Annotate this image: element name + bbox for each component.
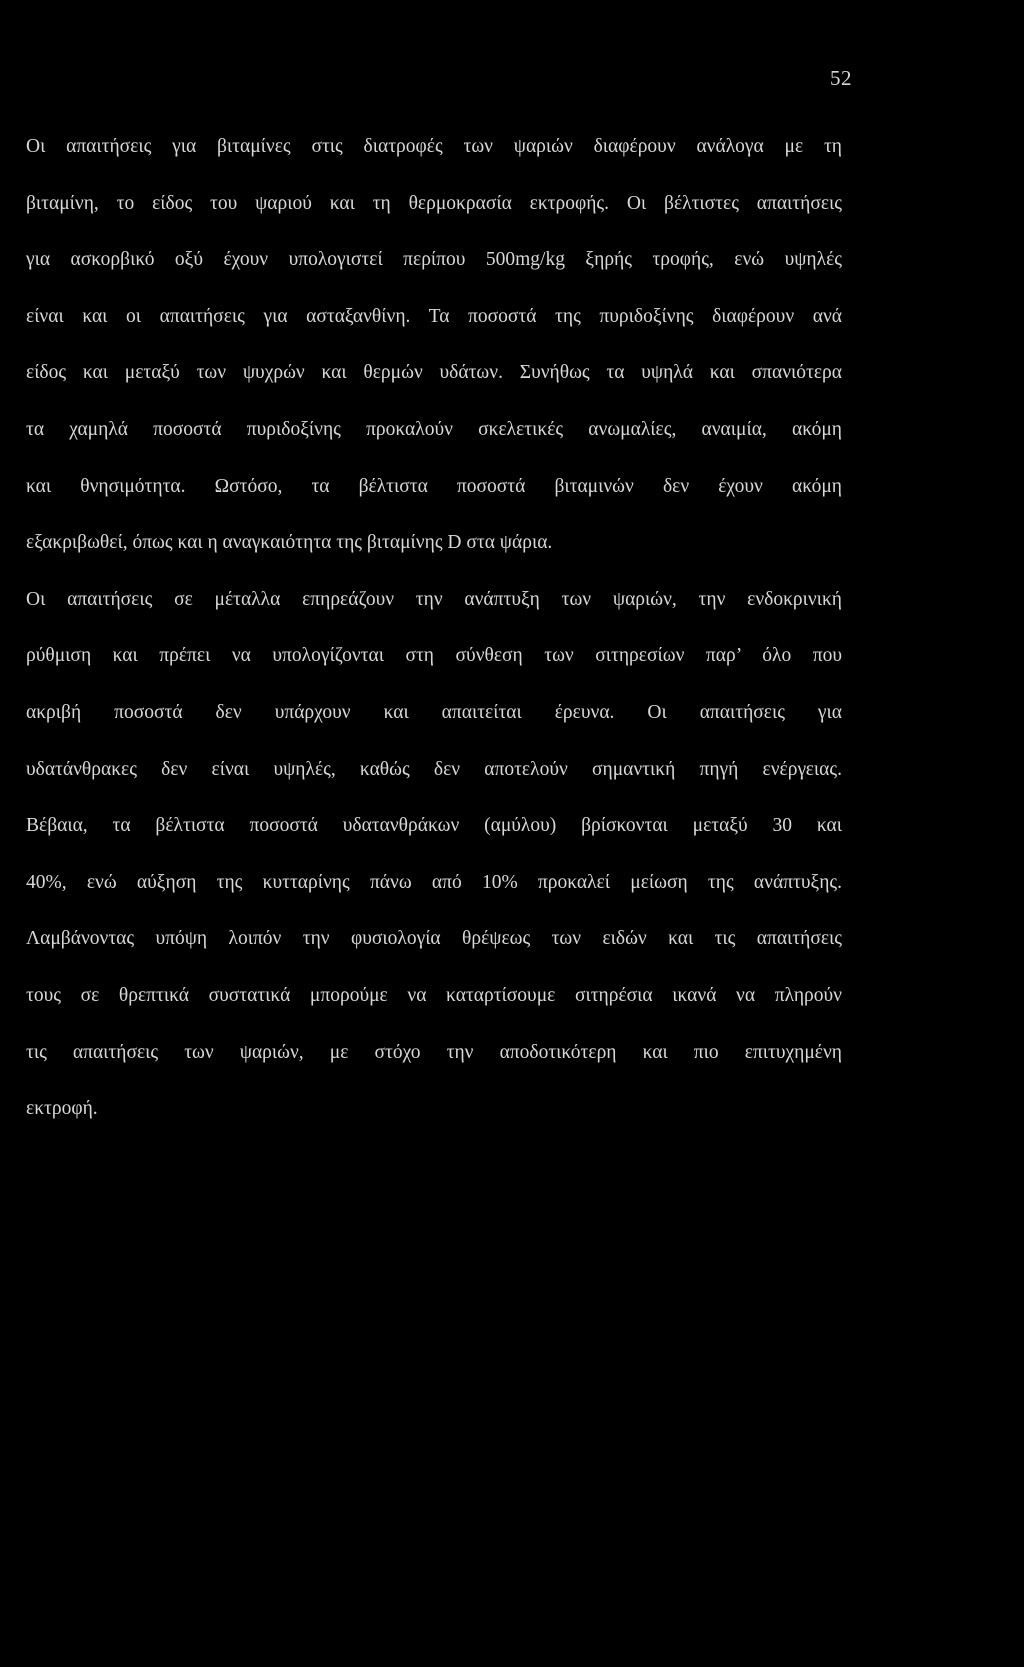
text-line: τις απαιτήσεις των ψαριών, με στόχο την αποδοτικότερη και πιο επιτυχημένη [26,1041,842,1063]
text-line: εκτροφή. [26,1098,98,1120]
text-line: τα χαμηλά ποσοστά πυριδοξίνης προκαλούν σκελετικές ανωμαλίες, αναιμία, ακόμη [26,418,842,440]
text-line: Βέβαια, τα βέλτιστα ποσοστά υδατανθράκων (αμύλου) βρίσκονται μεταξύ 30 και [26,815,842,837]
text-line: Οι απαιτήσεις σε μέταλλα επηρεάζουν την ανάπτυξη των ψαριών, την ενδοκρινική [26,588,842,610]
text-line: τους σε θρεπτικά συστατικά μπορούμε να καταρτίσουμε σιτηρέσια ικανά να πληρούν [26,984,842,1006]
text-line: εξακριβωθεί, όπως και η αναγκαιότητα της βιταμίνης D στα ψάρια. [26,532,553,554]
text-line: 40%, ενώ αύξηση της κυτταρίνης πάνω από 10% προκαλεί μείωση της ανάπτυξης. [26,871,842,893]
page-number: 52 [830,66,852,90]
text-line: Λαμβάνοντας υπόψη λοιπόν την φυσιολογία θρέψεως των ειδών και τις απαιτήσεις [26,928,842,950]
text-line: και θνησιμότητα. Ωστόσο, τα βέλτιστα ποσοστά βιταμινών δεν έχουν ακόμη [26,475,842,497]
text-line: ρύθμιση και πρέπει να υπολογίζονται στη σύνθεση των σιτηρεσίων παρ’ όλο που [26,645,842,667]
text-line: ακριβή ποσοστά δεν υπάρχουν και απαιτείται έρευνα. Οι απαιτήσεις για [26,701,842,723]
text-line: υδατάνθρακες δεν είναι υψηλές, καθώς δεν αποτελούν σημαντική πηγή ενέργειας. [26,758,842,780]
text-line: είναι και οι απαιτήσεις για ασταξανθίνη. Τα ποσοστά της πυριδοξίνης διαφέρουν ανά [26,305,842,327]
text-line: βιταμίνη, το είδος του ψαριού και τη θερμοκρασία εκτροφής. Οι βέλτιστες απαιτήσεις [26,192,842,214]
text-line: για ασκορβικό οξύ έχουν υπολογιστεί περίπου 500mg/kg ξηρής τροφής, ενώ υψηλές [26,249,842,271]
body-text [26,134,842,1153]
text-line: είδος και μεταξύ των ψυχρών και θερμών υδάτων. Συνήθως τα υψηλά και σπανιότερα [26,362,842,384]
text-line: Οι απαιτήσεις για βιταμίνες στις διατροφές των ψαριών διαφέρουν ανάλογα με τη [26,136,842,157]
